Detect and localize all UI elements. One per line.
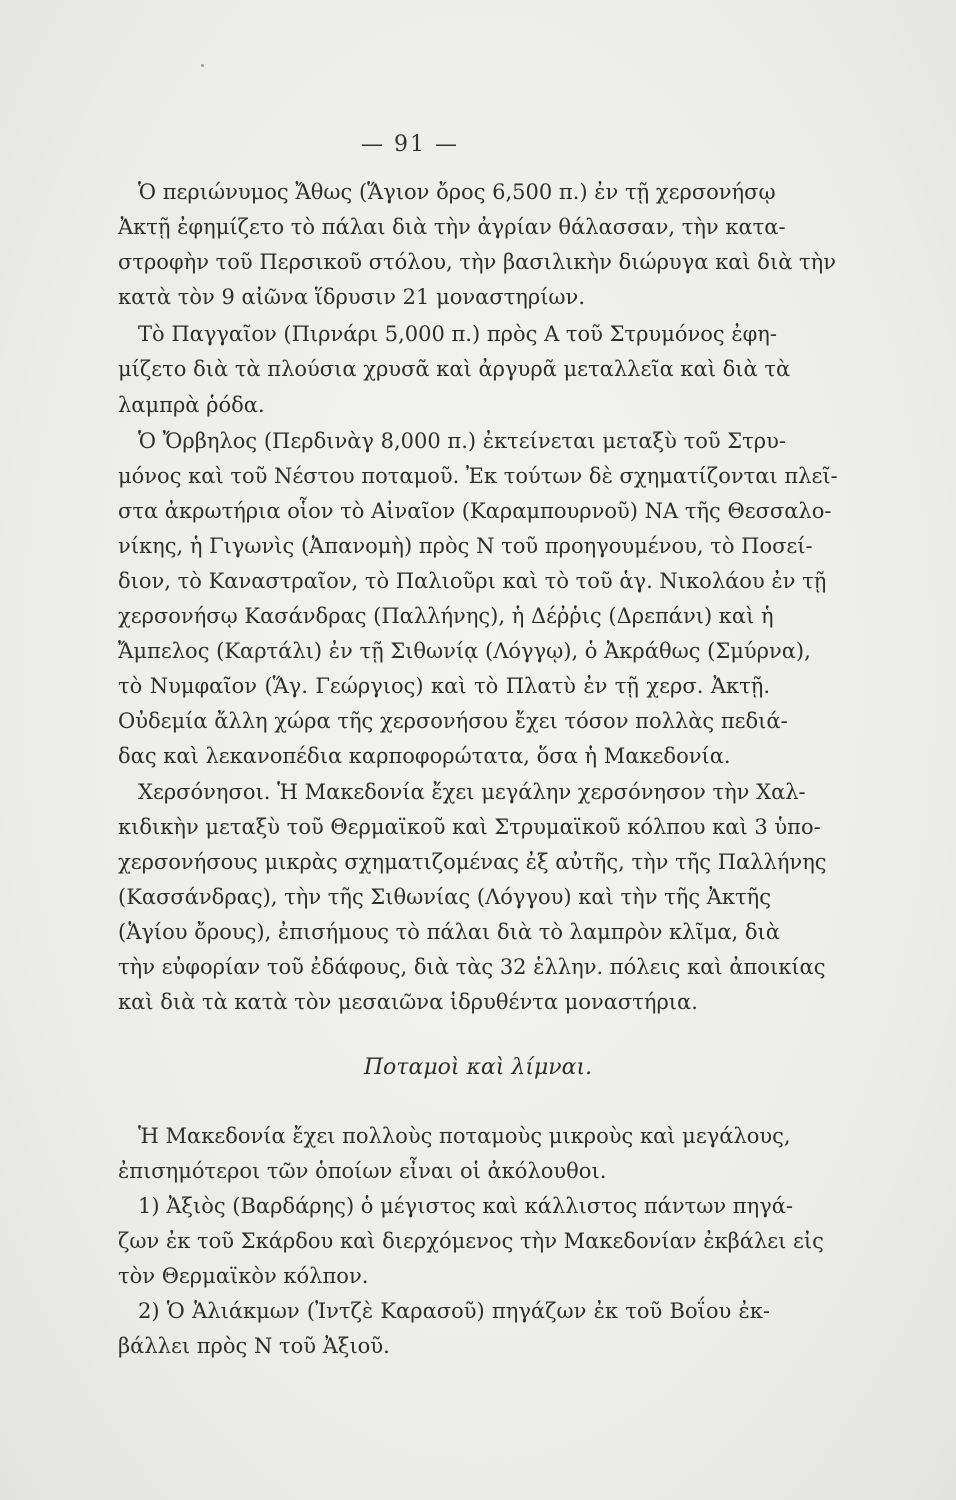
text-line: τὸ Νυμφαῖον (Ἅγ. Γεώργιος) καὶ τὸ Πλατὺ ἐν τῇ χερσ. Ἀκτῇ. xyxy=(118,674,770,698)
text-line: Χερσόνησοι. Ἡ Μακεδονία ἔχει μεγάλην χερσόνησον τὴν Χαλ- xyxy=(138,780,806,804)
text-line: (Ἁγίου ὄρους), ἐπισήμους τὸ πάλαι διὰ τὸ λαμπρὸν κλῖμα, διὰ xyxy=(118,920,780,944)
text-line: χερσονήσους μικρὰς σχηματιζομένας ἐξ αὐτῆς, τὴν τῆς Παλλήνης xyxy=(118,850,827,874)
text-line: στροφὴν τοῦ Περσικοῦ στόλου, τὴν βασιλικὴν διώρυγα καὶ διὰ τὴν xyxy=(118,250,837,274)
text-line: διον, τὸ Καναστραῖον, τὸ Παλιοῦρι καὶ τὸ τοῦ ἁγ. Νικολάου ἐν τῇ xyxy=(118,569,827,593)
text-line: ἐπισημότεροι τῶν ὁποίων εἶναι οἱ ἀκόλουθοι. xyxy=(118,1159,607,1183)
text-line: ζων ἐκ τοῦ Σκάρδου καὶ διερχόμενος τὴν Μακεδονίαν ἐκβάλει εἰς xyxy=(118,1229,824,1253)
text-line: Ὁ Ὄρβηλος (Περδινὰγ 8,000 π.) ἐκτείνεται μεταξὺ τοῦ Στρυ- xyxy=(138,429,786,453)
text-line: τὸν Θερμαϊκὸν κόλπον. xyxy=(118,1264,369,1288)
text-line: μόνος καὶ τοῦ Νέστου ποταμοῦ. Ἐκ τούτων δὲ σχηματίζονται πλεῖ- xyxy=(118,464,838,488)
text-line: δας καὶ λεκανοπέδια καρποφορώτατα, ὅσα ἡ Μακεδονία. xyxy=(118,744,731,768)
text-line: (Κασσάνδρας), τὴν τῆς Σιθωνίας (Λόγγου) καὶ τὴν τῆς Ἀκτῆς xyxy=(118,885,772,909)
text-line: κιδικὴν μεταξὺ τοῦ Θερμαϊκοῦ καὶ Στρυμαϊκοῦ κόλπου καὶ 3 ὑπο- xyxy=(118,815,821,839)
text-line: χερσονήσῳ Κασάνδρας (Παλλήνης), ἡ Δέῤῥις (Δρεπάνι) καὶ ἡ xyxy=(118,604,774,628)
text-line: Ἄμπελος (Καρτάλι) ἐν τῇ Σιθωνίᾳ (Λόγγῳ), ὁ Ἀκράθως (Σμύρνα), xyxy=(118,639,811,663)
text-line: Οὐδεμία ἄλλη χώρα τῆς χερσονήσου ἔχει τόσον πολλὰς πεδιά- xyxy=(118,709,788,733)
text-line: μίζετο διὰ τὰ πλούσια χρυσᾶ καὶ ἀργυρᾶ μεταλλεῖα καὶ διὰ τὰ xyxy=(118,357,791,381)
text-line: 2) Ὁ Ἁλιάκμων (Ἰντζὲ Καρασοῦ) πηγάζων ἐκ τοῦ Βοΐου ἐκ- xyxy=(138,1299,770,1323)
text-line: Ἡ Μακεδονία ἔχει πολλοὺς ποταμοὺς μικροὺς καὶ μεγάλους, xyxy=(138,1124,791,1148)
text-line: βάλλει πρὸς Ν τοῦ Ἀξιοῦ. xyxy=(118,1334,390,1358)
text-line: καὶ διὰ τὰ κατὰ τὸν μεσαιῶνα ἱδρυθέντα μοναστήρια. xyxy=(118,990,698,1014)
text-line: στα ἀκρωτήρια οἷον τὸ Αἰναῖον (Καραμπουρνοῦ) ΝΑ τῆς Θεσσαλο- xyxy=(118,499,832,523)
text-line: νίκης, ἡ Γιγωνὶς (Ἀπανομὴ) πρὸς Ν τοῦ προηγουμένου, τὸ Ποσεί- xyxy=(118,534,813,558)
text-line: Τὸ Παγγαῖον (Πιρνάρι 5,000 π.) πρὸς Α τοῦ Στρυμόνος ἐφη- xyxy=(138,322,777,346)
text-line: Ὁ περιώνυμος Ἄθως (Ἅγιον ὄρος 6,500 π.) ἐν τῇ χερσονήσῳ xyxy=(138,180,776,204)
text-line: Ἀκτῇ ἐφημίζετο τὸ πάλαι διὰ τὴν ἀγρίαν θάλασσαν, τὴν κατα- xyxy=(118,215,786,239)
page-number: — 91 — xyxy=(361,132,459,157)
text-line: λαμπρὰ ῥόδα. xyxy=(118,393,265,417)
print-speck xyxy=(201,64,204,67)
text-line: τὴν εὐφορίαν τοῦ ἐδάφους, διὰ τὰς 32 ἑλλην. πόλεις καὶ ἀποικίας xyxy=(118,955,826,979)
text-line: 1) Ἀξιὸς (Βαρδάρης) ὁ μέγιστος καὶ κάλλιστος πάντων πηγά- xyxy=(138,1194,794,1218)
section-heading: Ποταμοὶ καὶ λίμναι. xyxy=(363,1055,593,1080)
text-line: κατὰ τὸν 9 αἰῶνα ἵδρυσιν 21 μοναστηρίων. xyxy=(118,285,585,309)
